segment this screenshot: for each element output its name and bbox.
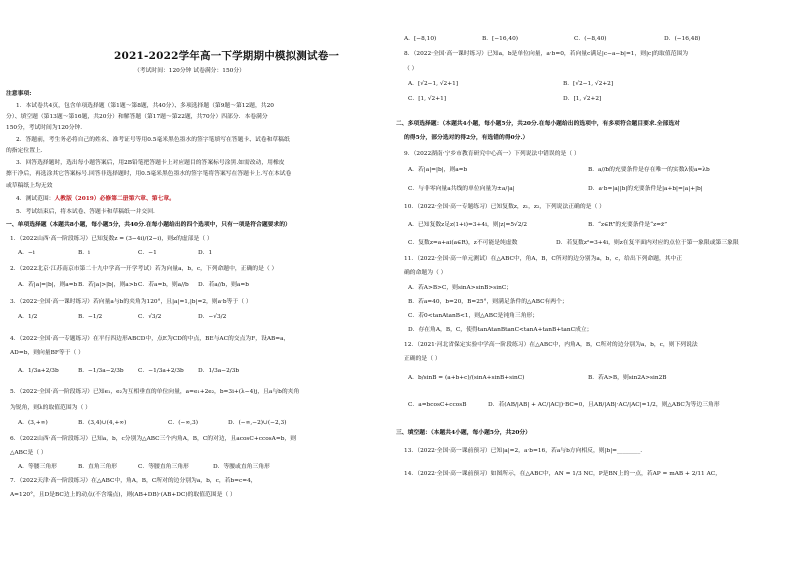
question-options	[18, 282, 258, 289]
option: D．若复数z²=3+4i，则z在复平面内对应的点位于第一象限或第三象限	[556, 240, 739, 246]
question-options	[408, 96, 718, 103]
notice-line: 的指定位置上．	[6, 148, 47, 154]
option: A．若A>B>C，则sinA>sinB>sinC；	[408, 285, 513, 291]
question-stem-cont: △ABC是（ ）	[10, 450, 47, 456]
option: D．等腰或直角三角形	[213, 464, 270, 470]
option: A．若|a|=|b|，则a=b	[408, 167, 468, 173]
left-column	[6, 0, 391, 562]
question-options	[404, 36, 724, 43]
question-options	[408, 81, 718, 88]
question-stem: 2．（2022北京·江苏南京市第二十九中学高一开学考试）若为向量a，b，c，下列命题中，正确的是（ ）	[10, 266, 278, 272]
question-options	[408, 186, 768, 193]
question-stem: 3．（2022·全国·高一课时练习）若向量a与b的夹角为120°，且|a|=1,|b|=2，则a·b等于（ ）	[10, 299, 252, 305]
question-options	[18, 464, 273, 471]
question-stem: 10．（2022·全国·高一专题练习）已知复数z，z₁，z₂，下列说法正确的是（ ）	[404, 204, 605, 210]
question-stem: 11．（2022·全国·高一单元测试）在△ABC中，角A，B，C所对的边分别为a，b，c，给出下列命题，其中正	[404, 256, 683, 262]
question-options	[18, 314, 258, 321]
question-stem-cont: 确的命题为（ ）	[404, 270, 447, 276]
section-2-heading-cont: 的得5分，部分选对的得2分，有选错的得0分.）	[404, 135, 529, 141]
option: D．若(AB/|AB| + AC/|AC|)·BC=0，且AB/|AB|·AC/|AC|=1/2，则△ABC为等边三角形	[488, 402, 720, 408]
option: B．“z∈R”的充要条件是“z=z̄”	[588, 222, 668, 228]
exam-subtitle: （考试时间：120分钟 试卷满分：150分）	[134, 68, 245, 74]
option: D．(−16,48)	[664, 36, 701, 42]
section-2-heading: 二、多项选择题：（本题共4小题，每小题5分，共20分.在每小题给出的选项中，有多项符合题目要求.全部选对	[396, 121, 680, 127]
option: C．若0<tanAtanB<1，则△ABC是钝角三角形；	[408, 313, 539, 319]
option: B．若a=40，b=20，B=25°，则满足条件的△ABC有两个；	[408, 299, 568, 305]
question-options	[408, 222, 768, 229]
notice-line: 3．回答选择题时，选出每小题答案后，用2B铅笔把答题卡上对应题目的答案标号涂黑.如需改动，用橡皮	[16, 160, 285, 166]
option: D．1/3a−2/3b	[198, 368, 240, 374]
right-column	[396, 0, 787, 562]
option: B．−1/2	[78, 314, 103, 320]
option: B．若|a|>|b|，则a>b	[78, 282, 138, 288]
question-stem: 14．（2022·全国·高一课前预习）如图所示，在△ABC中，AN = 1/3 NC，P是BN上的一点，若AP = mAB + 2/11 AC，	[404, 471, 721, 477]
question-stem: 8．（2022·全国·高一课时练习）已知a，b是单位向量，a·b=0，若向量c满足|c−a−b|=1，则|c|的取值范围为	[404, 51, 689, 57]
answer-paren: （ ）	[404, 66, 418, 72]
page-title: 2021-2022学年高一下学期期中模拟测试卷一	[114, 50, 340, 62]
question-stem: 9．（2022湖南·宁乡市教育研究中心高一）下列说法中错误的是（ ）	[404, 151, 580, 157]
notice-line: 1．本试卷共4页，包含单项选择题（第1题～第8题，共40分）、多项选择题（第9题～第12题，共20	[16, 103, 274, 109]
option: C．a=bcosC+ccosB	[408, 402, 467, 408]
notice-line: 分）、填空题（第13题～第16题，共20分）和解答题（第17题～第22题，共70分）四部分．本卷满分	[6, 114, 268, 120]
question-stem: 13．（2022·全国·高一课前预习）已知|a|=2，a·b=16，若a与b方向相反，则|b|=________.	[404, 448, 643, 454]
test-range	[16, 196, 175, 203]
section-3-heading: 三、填空题：（本题共4小题，每小题5分，共20分）	[396, 430, 531, 436]
question-options	[18, 368, 258, 375]
option: C．等腰直角三角形	[138, 464, 189, 470]
section-1-heading: 一、单项选择题（本题共8小题，每小题5分，共40分.在每小题给出的四个选项中，只有一项是符合题要求的）	[6, 222, 291, 228]
option: B．−1/3a−2/3b	[78, 368, 124, 374]
test-range-prefix: 4．测试范围：	[16, 196, 55, 202]
option: A．1/2	[18, 314, 38, 320]
option: A．−i	[18, 250, 35, 256]
notice-line: 5．考试结束后，将本试卷、答题卡和草稿纸一并交回.	[16, 209, 155, 215]
notice-line: 擦干净后，再选涂其它答案标号.回答非选择题时，用0.5毫米黑色墨水的签字笔将答案写在答题卡上.写在本试卷	[6, 171, 292, 177]
notice-line: 2．答题前，考生务必将自己的姓名、准考证号等用0.5毫米黑色墨水的签字笔填写在答题卡、试卷和草稿纸	[16, 137, 290, 143]
question-options	[408, 402, 720, 409]
question-stem: 7．（2022天津·高一阶段练习）在△ABC中，角A，B，C所对的边分别为a，b，c，若b=c=4，	[10, 478, 257, 484]
option: C．(−8,40)	[574, 36, 607, 42]
option: D．1	[198, 250, 213, 256]
question-stem-cont: 正确的是（ ）	[404, 356, 441, 362]
option: C．−1/3a+2/3b	[138, 368, 184, 374]
option: B．若A>B，则sin2A>sin2B	[588, 375, 667, 381]
option: B．[−16,40)	[482, 36, 519, 42]
option: D．[1, √2+2]	[563, 96, 602, 102]
option: C．若a=b，则a//b	[138, 282, 189, 288]
option: A．1/3a+2/3b	[18, 368, 59, 374]
option: D．存在角A，B，C，使得tanAtanBtanC<tanA+tanB+tanC成立；	[408, 327, 593, 333]
option: C．(−∞,3)	[168, 420, 198, 426]
option: B．a//b的充要条件是存在唯一的实数λ使a=λb	[588, 167, 710, 173]
notice-line: 或草稿纸上均无效	[6, 183, 53, 189]
option: B．直角三角形	[78, 464, 118, 470]
option: C．与非零向量a共线的单位向量为±a/|a|	[408, 186, 515, 192]
option: C．√3/2	[138, 314, 162, 320]
option: D．a·b=|a||b|的充要条件是|a+b|=|a|+|b|	[588, 186, 703, 192]
notice-heading: 注意事项:	[6, 91, 32, 97]
option: D．若a//b，则a=b	[198, 282, 249, 288]
option: A．已知复数z足z(1+i)=3+4i，则|z|=5√2/2	[408, 222, 528, 228]
question-stem: 4．（2022·全国·高一专题练习）在平行四边形ABCD中，点E为CD的中点，BE与AC的交点为F，设AB=a，	[10, 336, 290, 342]
notice-line: 150分，考试时间为120分钟．	[6, 125, 87, 131]
option: B．[√2−1, √2+2]	[563, 81, 614, 87]
option: A．等腰三角形	[18, 464, 57, 470]
option: B．i	[78, 250, 90, 256]
question-stem-cont: AD=b，则向量BF等于（ ）	[10, 350, 84, 356]
question-options	[18, 420, 318, 427]
question-stem: 6．（2022山西·高一阶段练习）已知a，b，c分别为△ABC三个内角A，B，C的对边，且acosC+ccosA=b，则	[10, 436, 297, 442]
option: B．(3,4)∪(4,+∞)	[78, 420, 127, 426]
question-options	[408, 240, 739, 247]
question-stem-cont: A=120°，且D是BC边上的动点(不含端点)，则(AB+DB)·(AB+DC)的取值范围是（ ）	[10, 492, 236, 498]
option: A．[−8,10)	[404, 36, 437, 42]
option: D．−√3/2	[198, 314, 227, 320]
question-stem-cont: 为锐角，则λ的取值范围为（ ）	[10, 405, 91, 411]
question-options	[408, 167, 768, 174]
question-stem: 1．（2022山西·高一阶段练习）已知复数z = (3−4i)/(2−i)，则z的虚部是（ ）	[10, 236, 213, 242]
question-stem: 12．（2021·河北省保定实验中学高一阶段练习）在△ABC中，内角A，B，C所对的边分别为a，b，c，则下列说法	[404, 342, 698, 348]
option: A．若|a|=|b|，则a=b	[18, 282, 78, 288]
option: A．b/sinB = (a+b+c)/(sinA+sinB+sinC)	[408, 375, 525, 381]
option: C．−1	[138, 250, 157, 256]
option: D．(−∞,−2)∪(−2,3)	[228, 420, 287, 426]
option: C．复数z=a+ai(a∈R)，z不可能是纯虚数	[408, 240, 518, 246]
question-stem: 5．（2022·全国·高一阶段练习）已知e₁，e₂为互相垂直的单位向量，a=e₁+2e₂，b=3i+(λ−4)j，且a与b的夹角	[10, 389, 300, 395]
test-range-value: 人教版（2019）必修第二册第六章、第七章。	[54, 196, 175, 202]
option: A．(3,+∞)	[18, 420, 48, 426]
option: A．[√2−1, √2+1]	[408, 81, 459, 87]
question-options	[18, 250, 258, 257]
option: C．[1, √2+1]	[408, 96, 447, 102]
question-options	[408, 375, 768, 382]
